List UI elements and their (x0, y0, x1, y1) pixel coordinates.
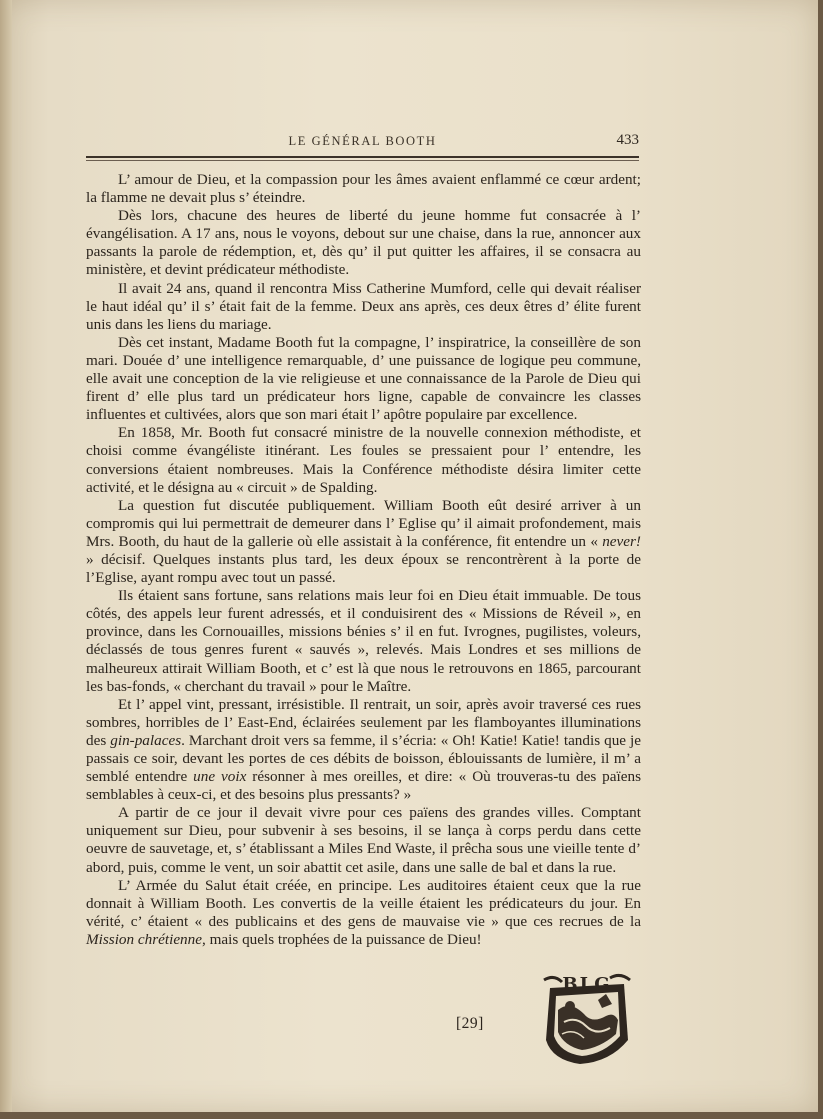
paragraph (86, 334, 641, 424)
paragraph (86, 171, 641, 207)
paragraph (86, 424, 641, 496)
page-number: 433 (616, 132, 639, 148)
italic-phrase: never! (602, 532, 641, 550)
text-run: Ils étaient sans fortune, sans relations mais leur foi en Dieu était immuable. De tous côtés, des appels leur furent adressés, et il conduisirent des « Missions de Réveil », en province, dans les Cornouailles, missions bénies s’ il en fut. Ivrognes, pugilistes, voleurs, déclassés de tous genres furent « sauvés », relevés. Mais Londres et ses millions de malheureux attirait William Booth, et c’ est là que nous le retrouvons en 1865, parcourant les bas-fonds, « cherchant du travail » pour le Maître. (86, 587, 641, 695)
header-rule-thin (86, 160, 639, 161)
svg-text:BLG: BLG (562, 974, 612, 995)
text-run: Dès lors, chacune des heures de liberté du jeune homme fut consacrée à l’ évangélisation. A 17 ans, nous le voyons, debout sur une chaise, dans la rue, annoncer aux passants la parole de rédemption, et, dès qu’ il put quitter les affaires, il se consacra au ministère, et devint prédicateur méthodiste. (86, 207, 641, 279)
signature-mark: [29] (456, 1015, 484, 1032)
running-title: LE GÉNÉRAL BOOTH (288, 134, 437, 148)
italic-phrase: Mission chrétienne (86, 930, 202, 948)
paragraph (86, 696, 641, 805)
paragraph (86, 804, 641, 876)
paragraph (86, 280, 641, 334)
text-run: L’ Armée du Salut était créée, en principe. Les auditoires étaient ceux que la rue donnait à William Booth. Les convertis de la veille étaient les prédicateurs du jour. En vérité, c’ étaient « des publicains et des gens de mauvaise vie » que ces recrues de la (86, 876, 641, 930)
text-run: L’ amour de Dieu, et la compassion pour les âmes avaient enflammé ce cœur ardent; la flamme ne devait plus s’ éteindre. (86, 171, 641, 207)
text-run: A partir de ce jour il devait vivre pour ces païens des grandes villes. Comptant uniquement sur Dieu, pour subvenir à ses besoins, il se lança à corps perdu dans cette oeuvre de sauvetage, et, s’ établissant a Miles End Waste, il prêcha sous une vieille tente d’ abord, puis, comme le vent, un soir abattit cet asile, dans une salle de bal et dans la rue. (86, 804, 641, 876)
italic-phrase: une voix (193, 768, 247, 786)
body-text (86, 171, 641, 949)
woodcut-monogram-vignette-icon (540, 970, 634, 1066)
text-run: résonner à mes oreilles, et dire: « Où trouveras-tu des païens semblables à ceux-ci, et des besoins plus pressants? » (86, 768, 641, 804)
paragraph (86, 207, 641, 279)
text-run: , mais quels trophées de la puissance de Dieu! (202, 930, 482, 948)
paragraph (86, 877, 641, 949)
page-binding-edge (0, 0, 12, 1112)
text-run: En 1858, Mr. Booth fut consacré ministre de la nouvelle connexion méthodiste, et choisi comme évangéliste itinérant. Les foules se pressaient pour l’ entendre, les conversions étaient nombreuses. Mais la Conférence méthodiste désira limiter cette activité, et le désigna au « circuit » de Spalding. (86, 424, 641, 496)
text-run: Et l’ appel vint, pressant, irrésistible. Il rentrait, un soir, après avoir traversé ces rues sombres, horribles de l’ East-End, éclairées seulement par les flamboyantes illuminations des (86, 695, 641, 749)
header-rule-thick (86, 156, 639, 158)
running-header (86, 134, 639, 154)
text-run: » décisif. Quelques instants plus tard, les deux époux se rencontrèrent à la porte de l’Eglise, ayant rompu avec tout un passé. (86, 550, 641, 587)
text-run: . Marchant droit vers sa femme, il s’écria: « Oh! Katie! Katie! tandis que je passais ce soir, devant les portes de ces débits de boisson, éblouissants de lumière, il m’ a semblé entendre (86, 731, 641, 786)
text-run: Dès cet instant, Madame Booth fut la compagne, l’ inspiratrice, la conseillère de son mari. Douée d’ une intelligence remarquable, d’ une puissance de logique peu commune, elle avait une conception de la vie religieuse et une connaissance de la Parole de Dieu qui firent d’ elle plus tard un prédicateur hors ligne, capable de convaincre les classes influentes et cultivées, alors que son mari était l’ apôtre populaire par excellence. (86, 333, 641, 424)
text-run: Il avait 24 ans, quand il rencontra Miss Catherine Mumford, celle qui devait réaliser le haut idéal qu’ il s’ était fait de la femme. Deux ans après, ces deux êtres d’ élite furent unis dans les liens du mariage. (86, 279, 641, 333)
paragraph (86, 587, 641, 696)
text-run: La question fut discutée publiquement. William Booth eût desiré arriver à un compromis qui lui permettrait de demeurer dans l’ Eglise qu’ il aimait profondement, mais Mrs. Booth, du haut de la gallerie où elle assistait à la conférence, fit entendre un « (86, 496, 641, 550)
italic-phrase: gin-palaces (110, 731, 182, 749)
paragraph (86, 497, 641, 587)
